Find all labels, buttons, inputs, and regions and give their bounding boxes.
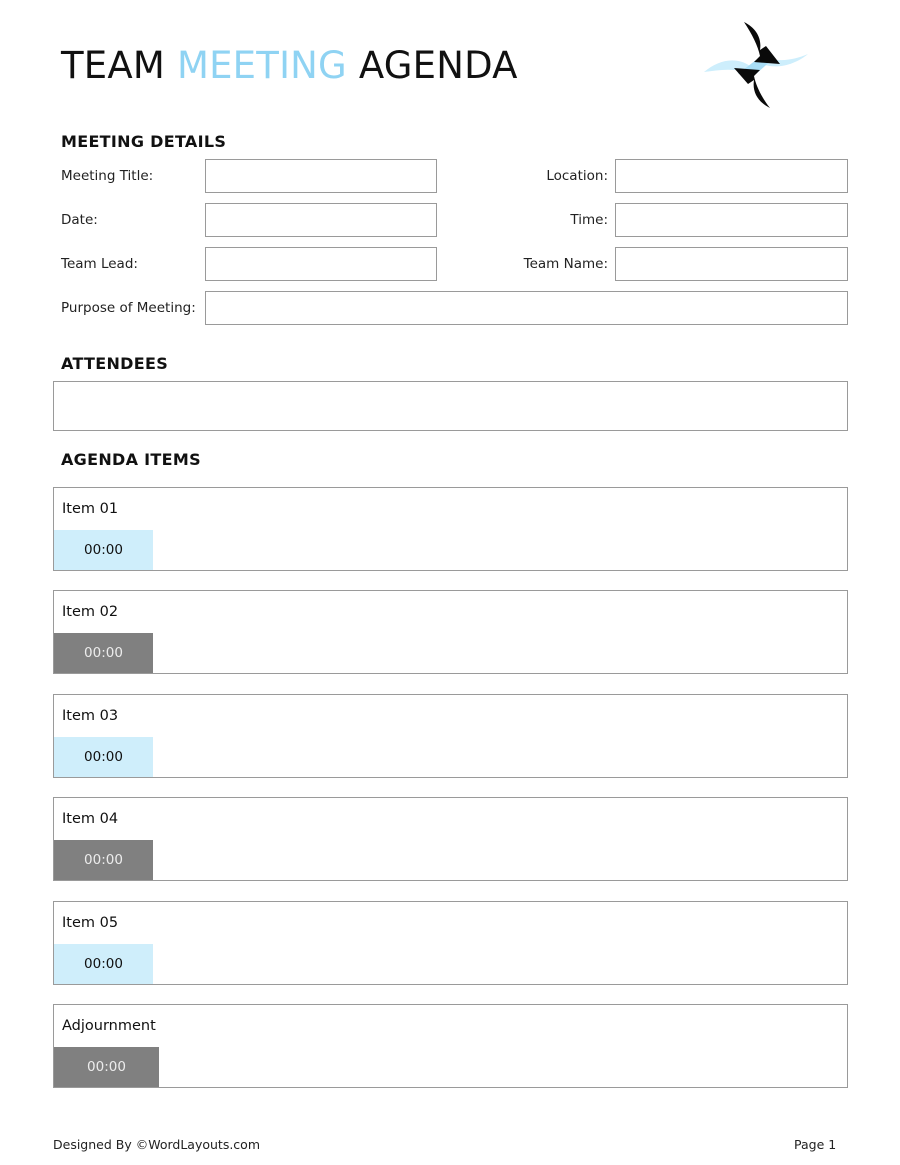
page-title <box>61 44 518 87</box>
agenda-item-label: Adjournment <box>62 1018 156 1034</box>
date-label: Date: <box>61 212 98 228</box>
attendees-field[interactable] <box>53 381 848 431</box>
attendees-heading: ATTENDEES <box>61 354 169 373</box>
agenda-item-time[interactable]: 00:00 <box>54 737 153 777</box>
purpose-label: Purpose of Meeting: <box>61 300 196 316</box>
pinwheel-arrows-logo <box>700 20 812 112</box>
page-number: Page 1 <box>794 1137 837 1152</box>
agenda-item-time[interactable]: 00:00 <box>54 1047 159 1087</box>
agenda-item[interactable] <box>53 487 848 571</box>
agenda-item[interactable] <box>53 694 848 778</box>
agenda-item[interactable] <box>53 590 848 674</box>
team-name-field[interactable] <box>615 247 848 281</box>
time-label: Time: <box>570 212 608 228</box>
logo-black-arrow-top <box>744 22 780 64</box>
time-field[interactable] <box>615 203 848 237</box>
title-part-1: TEAM <box>61 44 177 87</box>
purpose-field[interactable] <box>205 291 848 325</box>
meeting-title-label: Meeting Title: <box>61 168 154 184</box>
title-accent: MEETING <box>176 44 347 87</box>
location-field[interactable] <box>615 159 848 193</box>
agenda-item[interactable] <box>53 901 848 985</box>
agenda-item-label: Item 04 <box>62 811 119 827</box>
footer-credit: Designed By ©WordLayouts.com <box>53 1137 261 1152</box>
title-part-2: AGENDA <box>346 44 518 87</box>
team-name-label: Team Name: <box>523 256 608 272</box>
agenda-item-label: Item 01 <box>62 501 119 517</box>
agenda-item-time[interactable]: 00:00 <box>54 944 153 984</box>
agenda-item-label: Item 05 <box>62 915 119 931</box>
agenda-item-label: Item 03 <box>62 708 119 724</box>
team-lead-label: Team Lead: <box>61 256 138 272</box>
agenda-item-time[interactable]: 00:00 <box>54 530 153 570</box>
agenda-item[interactable] <box>53 797 848 881</box>
agenda-item-time[interactable]: 00:00 <box>54 840 153 880</box>
meeting-details-heading: MEETING DETAILS <box>61 132 227 151</box>
agenda-item-time[interactable]: 00:00 <box>54 633 153 673</box>
location-label: Location: <box>546 168 608 184</box>
agenda-items-heading: AGENDA ITEMS <box>61 450 201 469</box>
meeting-title-field[interactable] <box>205 159 437 193</box>
date-field[interactable] <box>205 203 437 237</box>
agenda-item-label: Item 02 <box>62 604 119 620</box>
logo-black-arrow-bottom <box>734 68 770 108</box>
team-lead-field[interactable] <box>205 247 437 281</box>
agenda-item-adjournment[interactable] <box>53 1004 848 1088</box>
